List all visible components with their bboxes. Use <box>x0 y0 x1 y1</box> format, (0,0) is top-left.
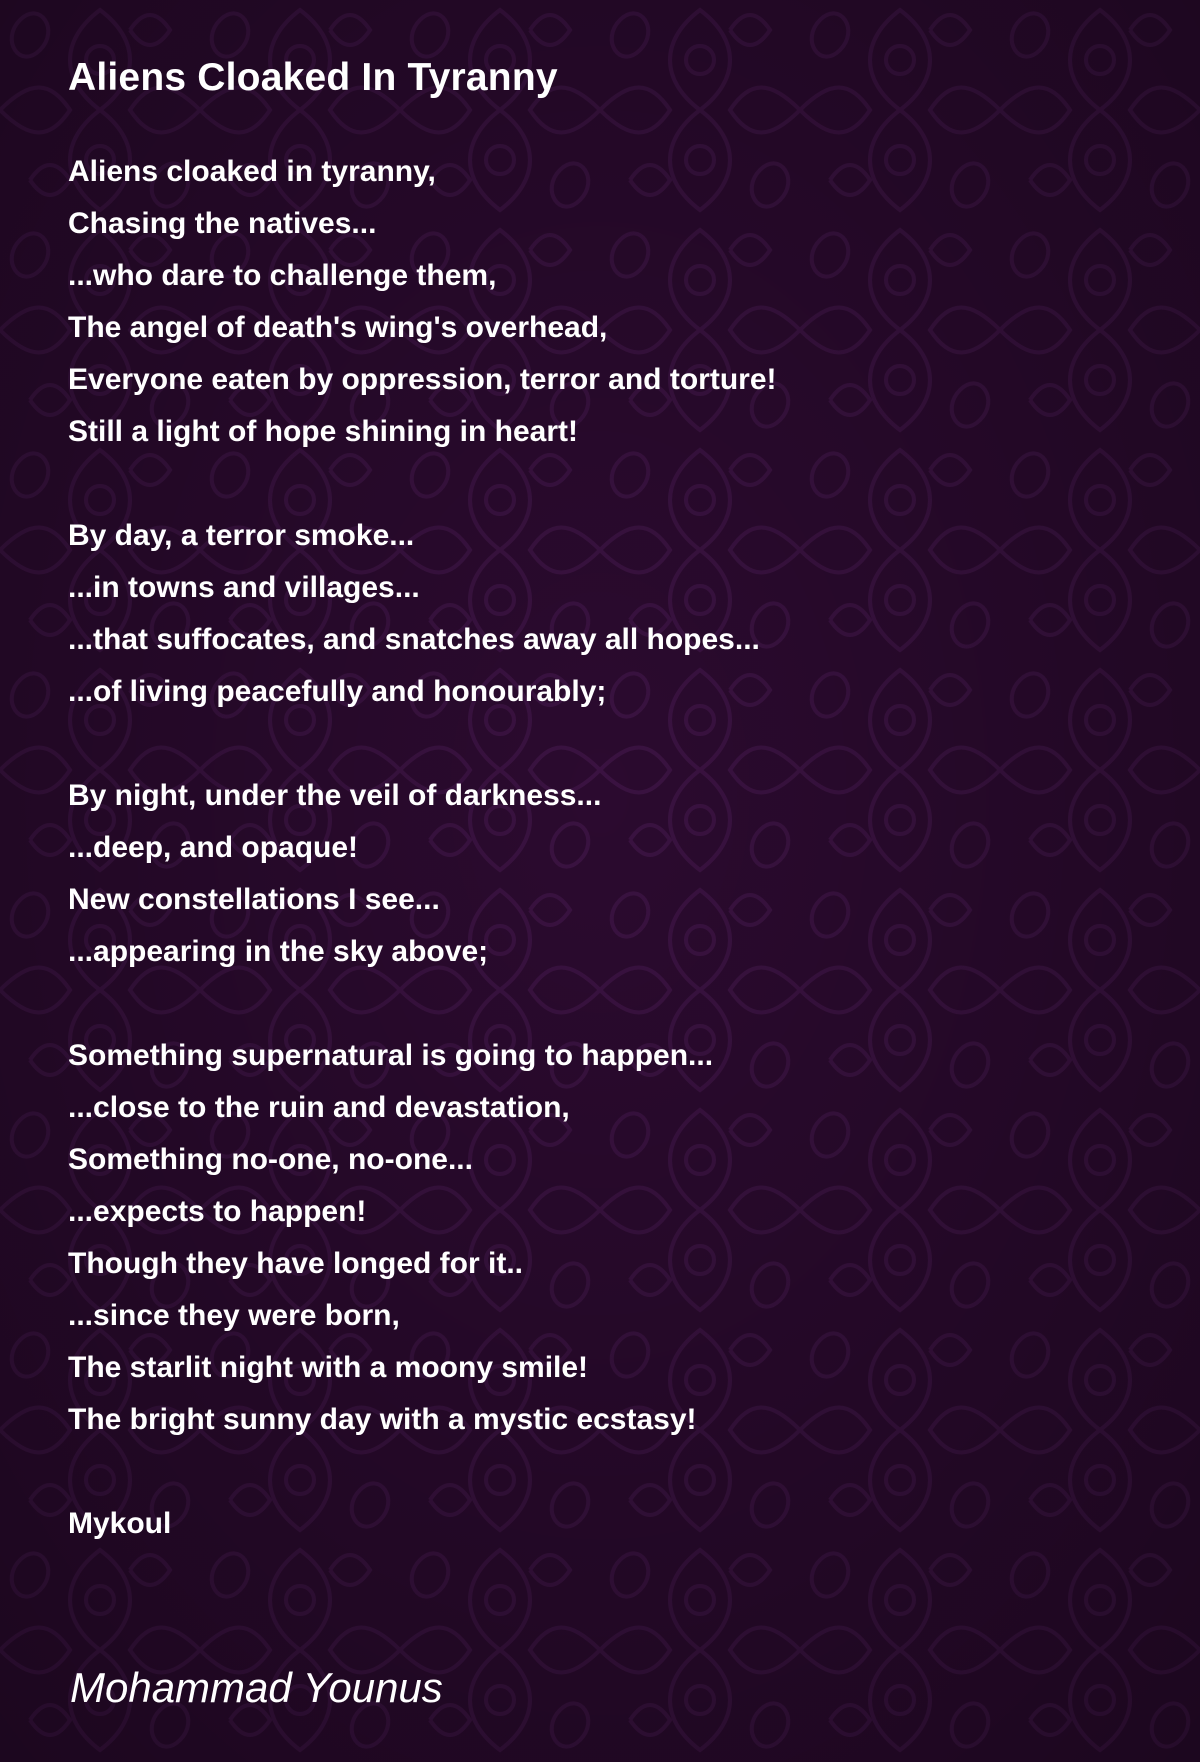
stanza-4 <box>68 1030 1148 1446</box>
poem-line: ...close to the ruin and devastation, <box>68 1091 570 1124</box>
poem-line: The starlit night with a moony smile! <box>68 1351 589 1384</box>
poem-signoff: Mykoul <box>68 1507 172 1540</box>
stanza-2 <box>68 510 1148 718</box>
poem-line: Chasing the natives... <box>68 207 377 240</box>
poem-line: The angel of death's wing's overhead, <box>68 311 608 344</box>
poem-line: ...expects to happen! <box>68 1195 367 1228</box>
poem-card <box>68 50 1148 1550</box>
poem-line: ...in towns and villages... <box>68 571 420 604</box>
poem-line: Something supernatural is going to happen... <box>68 1039 714 1072</box>
poem-line: Something no-one, no-one... <box>68 1143 473 1176</box>
poem-line: The bright sunny day with a mystic ecstasy! <box>68 1403 697 1436</box>
poem-line: ...appearing in the sky above; <box>68 935 489 968</box>
poem-line: ...since they were born, <box>68 1299 400 1332</box>
author-name: Mohammad Younus <box>70 1664 443 1711</box>
poem-line: Everyone eaten by oppression, terror and torture! <box>68 363 777 396</box>
poem-line: ...that suffocates, and snatches away all hopes... <box>68 623 760 656</box>
poem-line: Though they have longed for it.. <box>68 1247 523 1280</box>
poem-body <box>68 146 1148 1550</box>
poem-line: ...deep, and opaque! <box>68 831 359 864</box>
poem-line: Aliens cloaked in tyranny, <box>68 155 436 188</box>
poem-title: Aliens Cloaked In Tyranny <box>68 56 558 99</box>
poem-line: ...of living peacefully and honourably; <box>68 675 607 708</box>
poem-line: Still a light of hope shining in heart! <box>68 415 578 448</box>
poem-line: New constellations I see... <box>68 883 440 916</box>
stanza-3 <box>68 770 1148 978</box>
poem-line: By night, under the veil of darkness... <box>68 779 602 812</box>
poem-line: ...who dare to challenge them, <box>68 259 497 292</box>
poem-line: By day, a terror smoke... <box>68 519 415 552</box>
stanza-1 <box>68 146 1148 458</box>
